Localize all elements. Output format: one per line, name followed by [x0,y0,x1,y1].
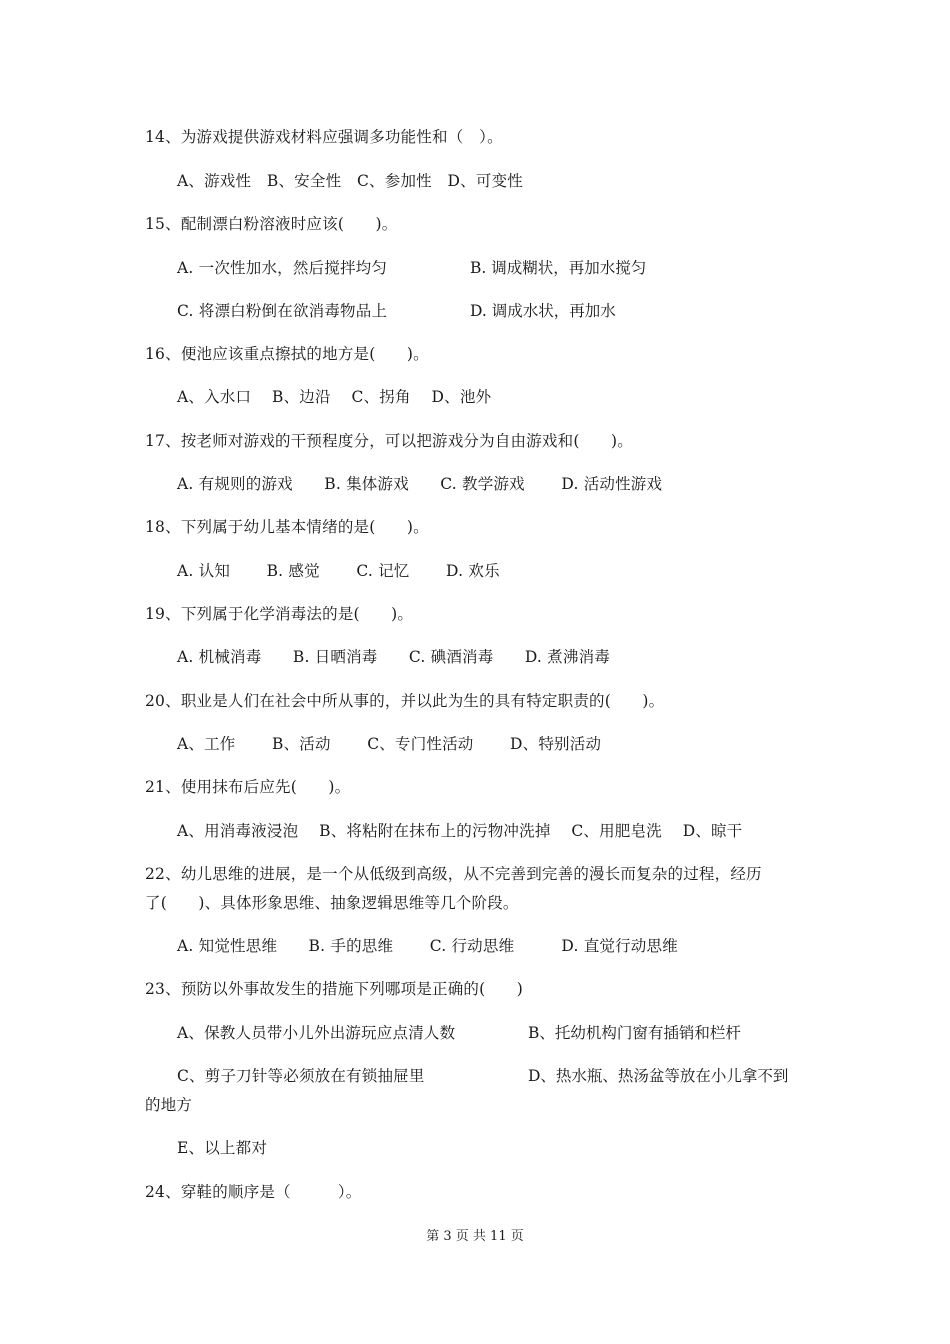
question-18-options: A. 认知 B. 感觉 C. 记忆 D. 欢乐 [177,562,500,580]
question-23-option-c: C、剪子刀针等必须放在有锁抽屉里 [177,1067,425,1085]
question-15-option-c: C. 将漂白粉倒在欲消毒物品上 [177,302,388,320]
question-23-option-a: A、保教人员带小儿外出游玩应点清人数 [177,1024,456,1042]
question-20-options: A、工作 B、活动 C、专门性活动 D、特别活动 [177,735,602,753]
question-22-stem: 22、幼儿思维的进展，是一个从低级到高级，从不完善到完善的漫长而复杂的过程，经历 [145,865,762,883]
question-23-option-d-continued: 的地方 [145,1096,193,1114]
question-23-stem: 23、预防以外事故发生的措施下列哪项是正确的( ) [145,980,524,998]
question-21-options: A、用消毒液浸泡 B、将粘附在抹布上的污物冲洗掉 C、用肥皂洗 D、晾干 [177,822,743,840]
question-14-stem: 14、为游戏提供游戏材料应强调多功能性和（ ）。 [145,128,503,146]
question-15-option-d: D. 调成水状，再加水 [470,302,616,320]
question-22-options: A. 知觉性思维 B. 手的思维 C. 行动思维 D. 直觉行动思维 [177,937,678,955]
question-20-stem: 20、职业是人们在社会中所从事的，并以此为生的具有特定职责的( )。 [145,692,665,710]
question-15-stem: 15、配制漂白粉溶液时应该( )。 [145,215,398,233]
question-16-stem: 16、便池应该重点擦拭的地方是( )。 [145,345,429,363]
question-23-option-d: D、热水瓶、热汤盆等放在小儿拿不到 [528,1067,789,1085]
page-number-footer: 第 3 页 共 11 页 [426,1229,524,1244]
question-14-options: A、游戏性 B、安全性 C、参加性 D、可变性 [177,172,523,190]
question-17-options: A. 有规则的游戏 B. 集体游戏 C. 教学游戏 D. 活动性游戏 [177,475,663,493]
question-19-options: A. 机械消毒 B. 日晒消毒 C. 碘酒消毒 D. 煮沸消毒 [177,648,610,666]
question-16-options: A、入水口 B、边沿 C、拐角 D、池外 [177,388,492,406]
question-23-option-b: B、托幼机构门窗有插销和栏杆 [528,1024,741,1042]
question-17-stem: 17、按老师对游戏的干预程度分，可以把游戏分为自由游戏和( )。 [145,432,633,450]
question-23-option-e: E、以上都对 [177,1139,268,1157]
question-21-stem: 21、使用抹布后应先( )。 [145,778,351,796]
question-15-option-b: B. 调成糊状，再加水搅匀 [470,259,647,277]
question-19-stem: 19、下列属于化学消毒法的是( )。 [145,605,414,623]
question-24-stem: 24、穿鞋的顺序是（ ）。 [145,1183,362,1201]
question-22-stem-continued: 了( )、具体形象思维、抽象逻辑思维等几个阶段。 [145,894,519,912]
question-18-stem: 18、下列属于幼儿基本情绪的是( )。 [145,518,429,536]
question-15-option-a: A. 一次性加水，然后搅拌均匀 [177,259,388,277]
